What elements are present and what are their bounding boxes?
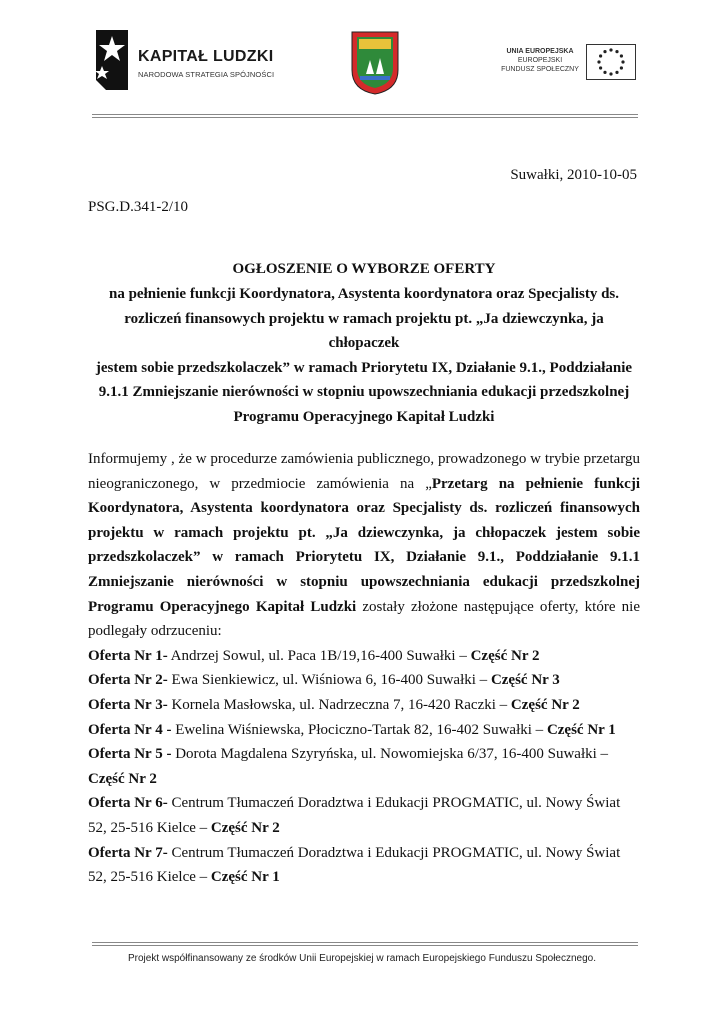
eu-label [500,47,580,74]
offer-details: Kornela Masłowska, ul. Nadrzeczna 7, 16-420 Raczki – [167,696,511,713]
offer-part: Część Nr 1 [210,869,280,886]
offer-label: Oferta Nr 4 - [88,721,172,738]
offer-label: Oferta Nr 2- [88,672,168,689]
offer-part: Część Nr 3 [490,672,560,689]
document-date: Suwałki, 2010-10-05 [510,167,637,183]
intro-text: Informujemy , że w procedurze zamówienia publicznego, prowadzonego w trybie przetargu nieograniczonego, w przedmiocie zamówienia na „ [88,451,640,492]
offer-item [88,742,640,791]
suwalki-county-crest-icon [350,30,400,96]
kapital-ludzki-title: KAPITAŁ LUDZKI [138,48,274,65]
offer-details: Andrzej Sowul, ul. Paca 1B/19,16-400 Suwałki – [167,647,471,664]
announcement-title [88,262,640,430]
offer-part: Część Nr 2 [88,770,157,787]
subject-line: rozliczeń finansowych projektu w ramach projektu pt. „Ja dziewczynka, ja chłopaczek [124,310,604,352]
offer-part: Część Nr 1 [546,721,616,738]
document-reference-number: PSG.D.341-2/10 [88,199,189,215]
page-footer: Projekt współfinansowany ze środków Unii Europejskiej w ramach Europejskiego Funduszu Społecznego. [127,953,597,964]
header-divider [92,114,638,115]
offer-item [88,693,640,718]
subject-line: na pełnienie funkcji Koordynatora, Asystenta koordynatora oraz Specjalisty ds. [108,286,619,302]
offer-details: Ewa Sienkiewicz, ul. Wiśniowa 6, 16-400 Suwałki – [167,672,491,689]
intro-paragraph [88,447,640,644]
kapital-ludzki-emblem-icon [92,30,132,90]
offer-part: Część Nr 2 [510,696,580,713]
subject-line: Programu Operacyjnego Kapitał Ludzki [233,408,495,425]
kapital-ludzki-logo [92,30,292,90]
eu-label-line2: EUROPEJSKI [517,57,563,64]
announcement-body [88,447,640,890]
offer-item [88,841,640,890]
offer-details: Centrum Tłumaczeń Doradztwa i Edukacji PROGMATIC, ul. Nowy Świat 52, 25-516 Kielce – [88,844,621,886]
intro-text-end: zostały złożone następujące oferty, które nie podlegały odrzuceniu: [88,598,640,640]
footer-divider [92,942,638,943]
offer-details: Centrum Tłumaczeń Doradztwa i Edukacji PROGMATIC, ul. Nowy Świat 52, 25-516 Kielce – [88,795,621,836]
offer-item [88,668,640,693]
offer-part: Część Nr 2 [210,819,280,836]
eu-label-line3: FUNDUSZ SPOŁECZNY [501,66,579,73]
tender-subject: Przetarg na pełnienie funkcji Koordynatora, Asystenta koordynatora oraz Specjalisty ds. rozliczeń finansowych projektu w ramach projektu pt. „Ja dziewczynka, ja chłopaczek jestem sobie przedszkolaczek” w ramach Priorytetu IX, Działanie 9.1., Poddziałanie 9.1.1 Zmniejszanie nierówności w stopniu upowszechniania edukacji przedszkolnej Programu Operacyjnego Kapitał Ludzki [88,475,640,615]
offer-item [88,644,640,669]
header-divider-secondary [92,117,638,118]
offer-label: Oferta Nr 5 - [88,746,172,763]
offer-label: Oferta Nr 6- [88,795,168,812]
eu-label-line1: UNIA EUROPEJSKA [506,48,574,55]
offer-details: Ewelina Wiśniewska, Płociczno-Tartak 82, 16-402 Suwałki – [171,721,547,738]
offer-label: Oferta Nr 1- [88,647,168,664]
footer-divider-secondary [92,945,638,946]
offer-details: Dorota Magdalena Szyryńska, ul. Nowomiejska 6/37, 16-400 Suwałki – [171,746,609,763]
subject-line: jestem sobie przedszkolaczek” w ramach Priorytetu IX, Działanie 9.1., Poddziałanie [95,359,633,376]
kapital-ludzki-subtitle: NARODOWA STRATEGIA SPÓJNOŚCI [138,70,275,79]
eu-flag-icon [586,44,636,80]
announcement-heading: OGŁOSZENIE O WYBORZE OFERTY [232,261,496,277]
offer-label: Oferta Nr 3- [88,696,168,713]
page-header [0,0,724,120]
offer-label: Oferta Nr 7- [88,844,168,861]
offer-item [88,718,640,743]
offer-part: Część Nr 2 [470,647,540,664]
offer-item [88,791,640,840]
subject-line: 9.1.1 Zmniejszanie nierówności w stopniu upowszechniania edukacji przedszkolnej [98,384,630,401]
